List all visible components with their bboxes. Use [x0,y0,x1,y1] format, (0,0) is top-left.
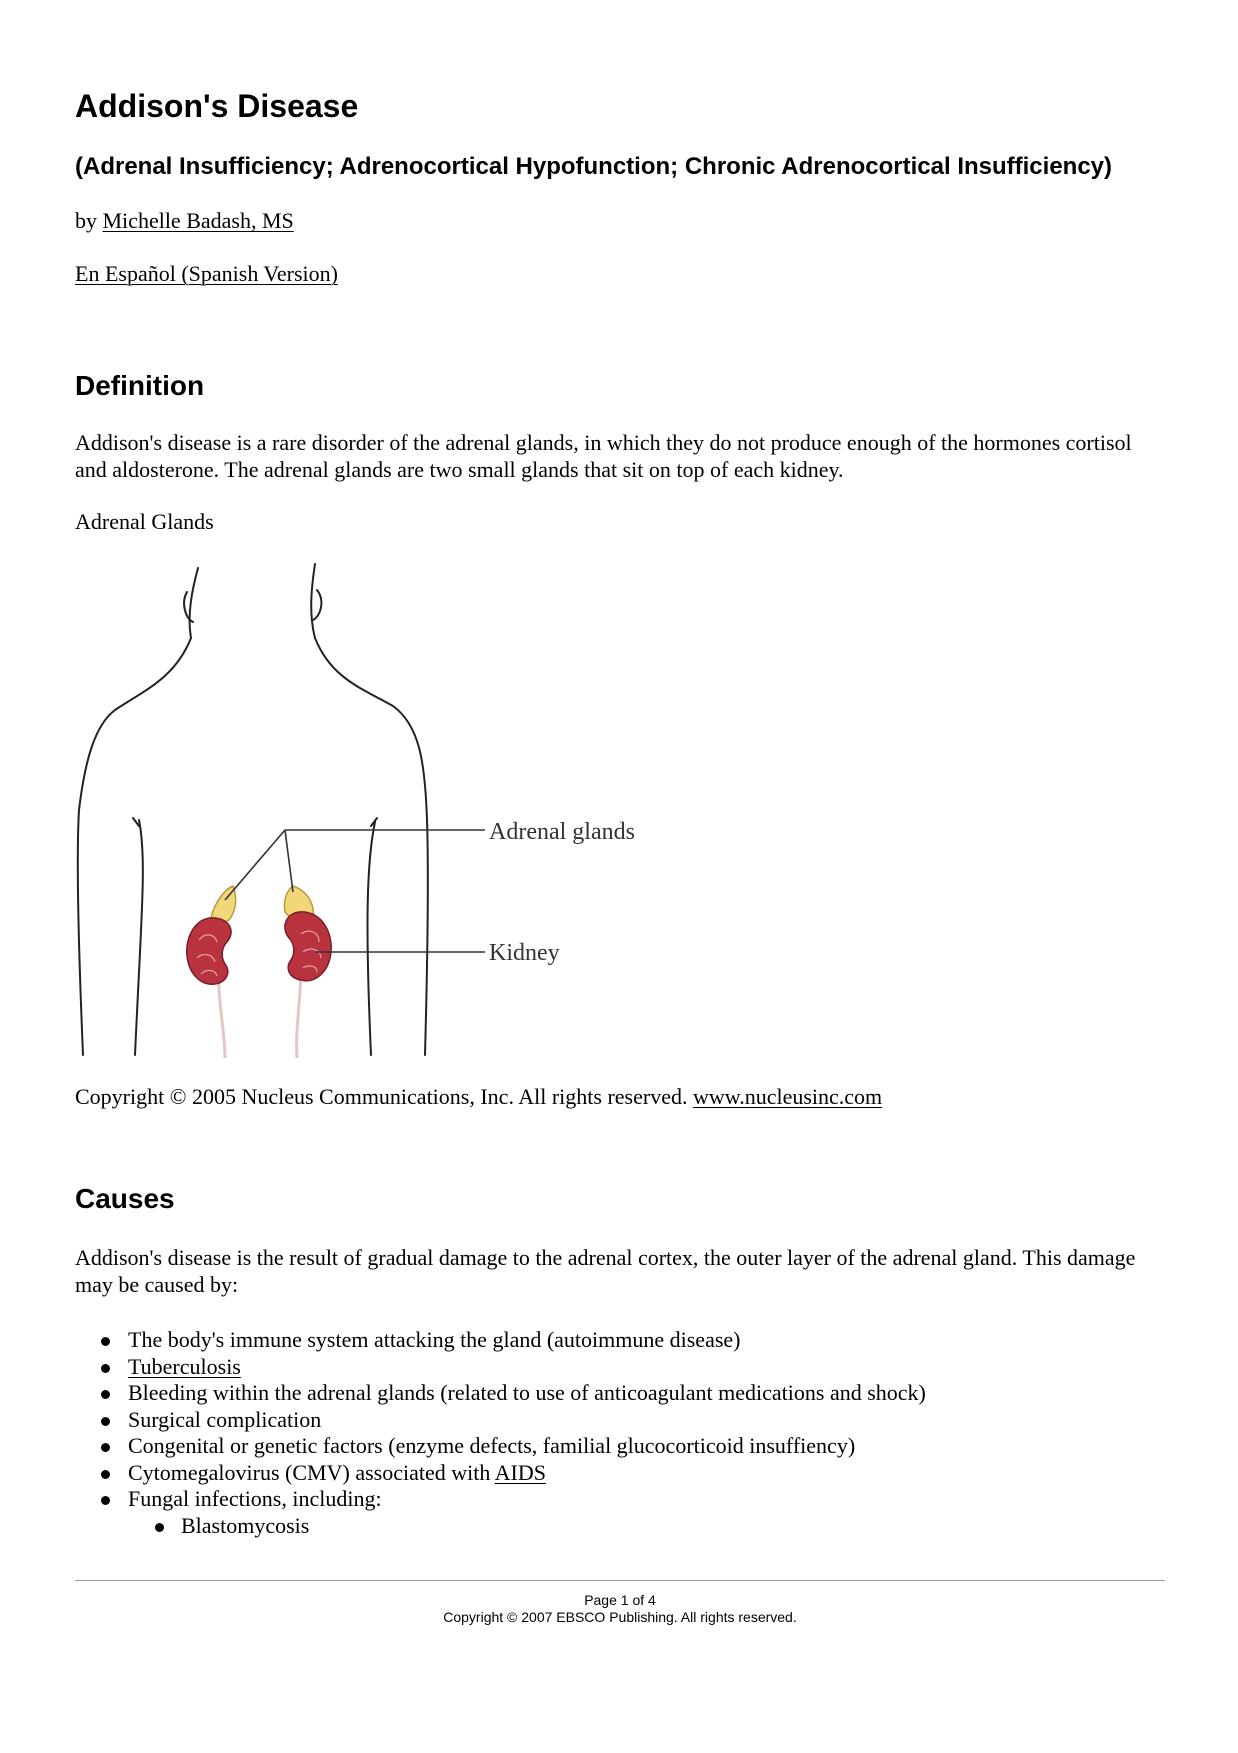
figure-credit [75,1084,882,1110]
figure-credit-text: Copyright © 2005 Nucleus Communications, Inc. All rights reserved. [75,1084,688,1109]
page-number: Page 1 of 4 [584,1592,656,1608]
figure-caption: Adrenal Glands [75,509,214,534]
right-kidney [285,912,331,981]
spanish-version-link[interactable]: En Español (Spanish Version) [75,261,338,286]
sub-list-item: Blastomycosis [75,1513,926,1540]
list-item: Fungal infections, including: [75,1486,926,1513]
definition-text: Addison's disease is a rare disorder of the adrenal glands, in which they do not produce enough of the hormones cortisol and aldosterone. The adrenal glands are two small glands that sit on top of each kidney. [75,430,1132,482]
list-item [75,1354,926,1381]
anatomy-illustration [75,560,675,1060]
list-item [75,1460,926,1487]
adrenal-glands-label: Adrenal glands [489,819,635,845]
definition-heading: Definition [75,370,205,401]
author-link[interactable]: Michelle Badash, MS [102,208,294,233]
list-item: Bleeding within the adrenal glands (related to use of anticoagulant medications and shock) [75,1380,926,1407]
list-item: The body's immune system attacking the gland (autoimmune disease) [75,1327,926,1354]
page-title: Addison's Disease [75,88,359,124]
adrenal-glands-figure [75,560,675,1060]
causes-list [75,1327,926,1539]
list-item-text: Cytomegalovirus (CMV) associated with [128,1459,491,1485]
byline [75,208,294,234]
kidney-label: Kidney [489,940,560,966]
list-item: Surgical complication [75,1407,926,1434]
byline-prefix: by [75,208,97,233]
causes-heading: Causes [75,1183,175,1214]
nucleus-link[interactable]: www.nucleusinc.com [692,1084,883,1109]
left-kidney [187,918,231,984]
causes-text: Addison's disease is the result of gradual damage to the adrenal cortex, the outer layer of the adrenal gland. This damage may be caused by: [75,1245,1136,1297]
list-item: Congenital or genetic factors (enzyme defects, familial glucocorticoid insuffiency) [75,1433,926,1460]
aids-link[interactable]: AIDS [494,1459,546,1485]
footer-copyright: Copyright © 2007 EBSCO Publishing. All rights reserved. [443,1609,797,1625]
footer-divider [75,1580,1165,1581]
spanish-version-paragraph [75,261,338,287]
tuberculosis-link[interactable]: Tuberculosis [128,1353,241,1379]
alternate-names: (Adrenal Insufficiency; Adrenocortical Hypofunction; Chronic Adrenocortical Insufficiency) [75,153,1113,180]
